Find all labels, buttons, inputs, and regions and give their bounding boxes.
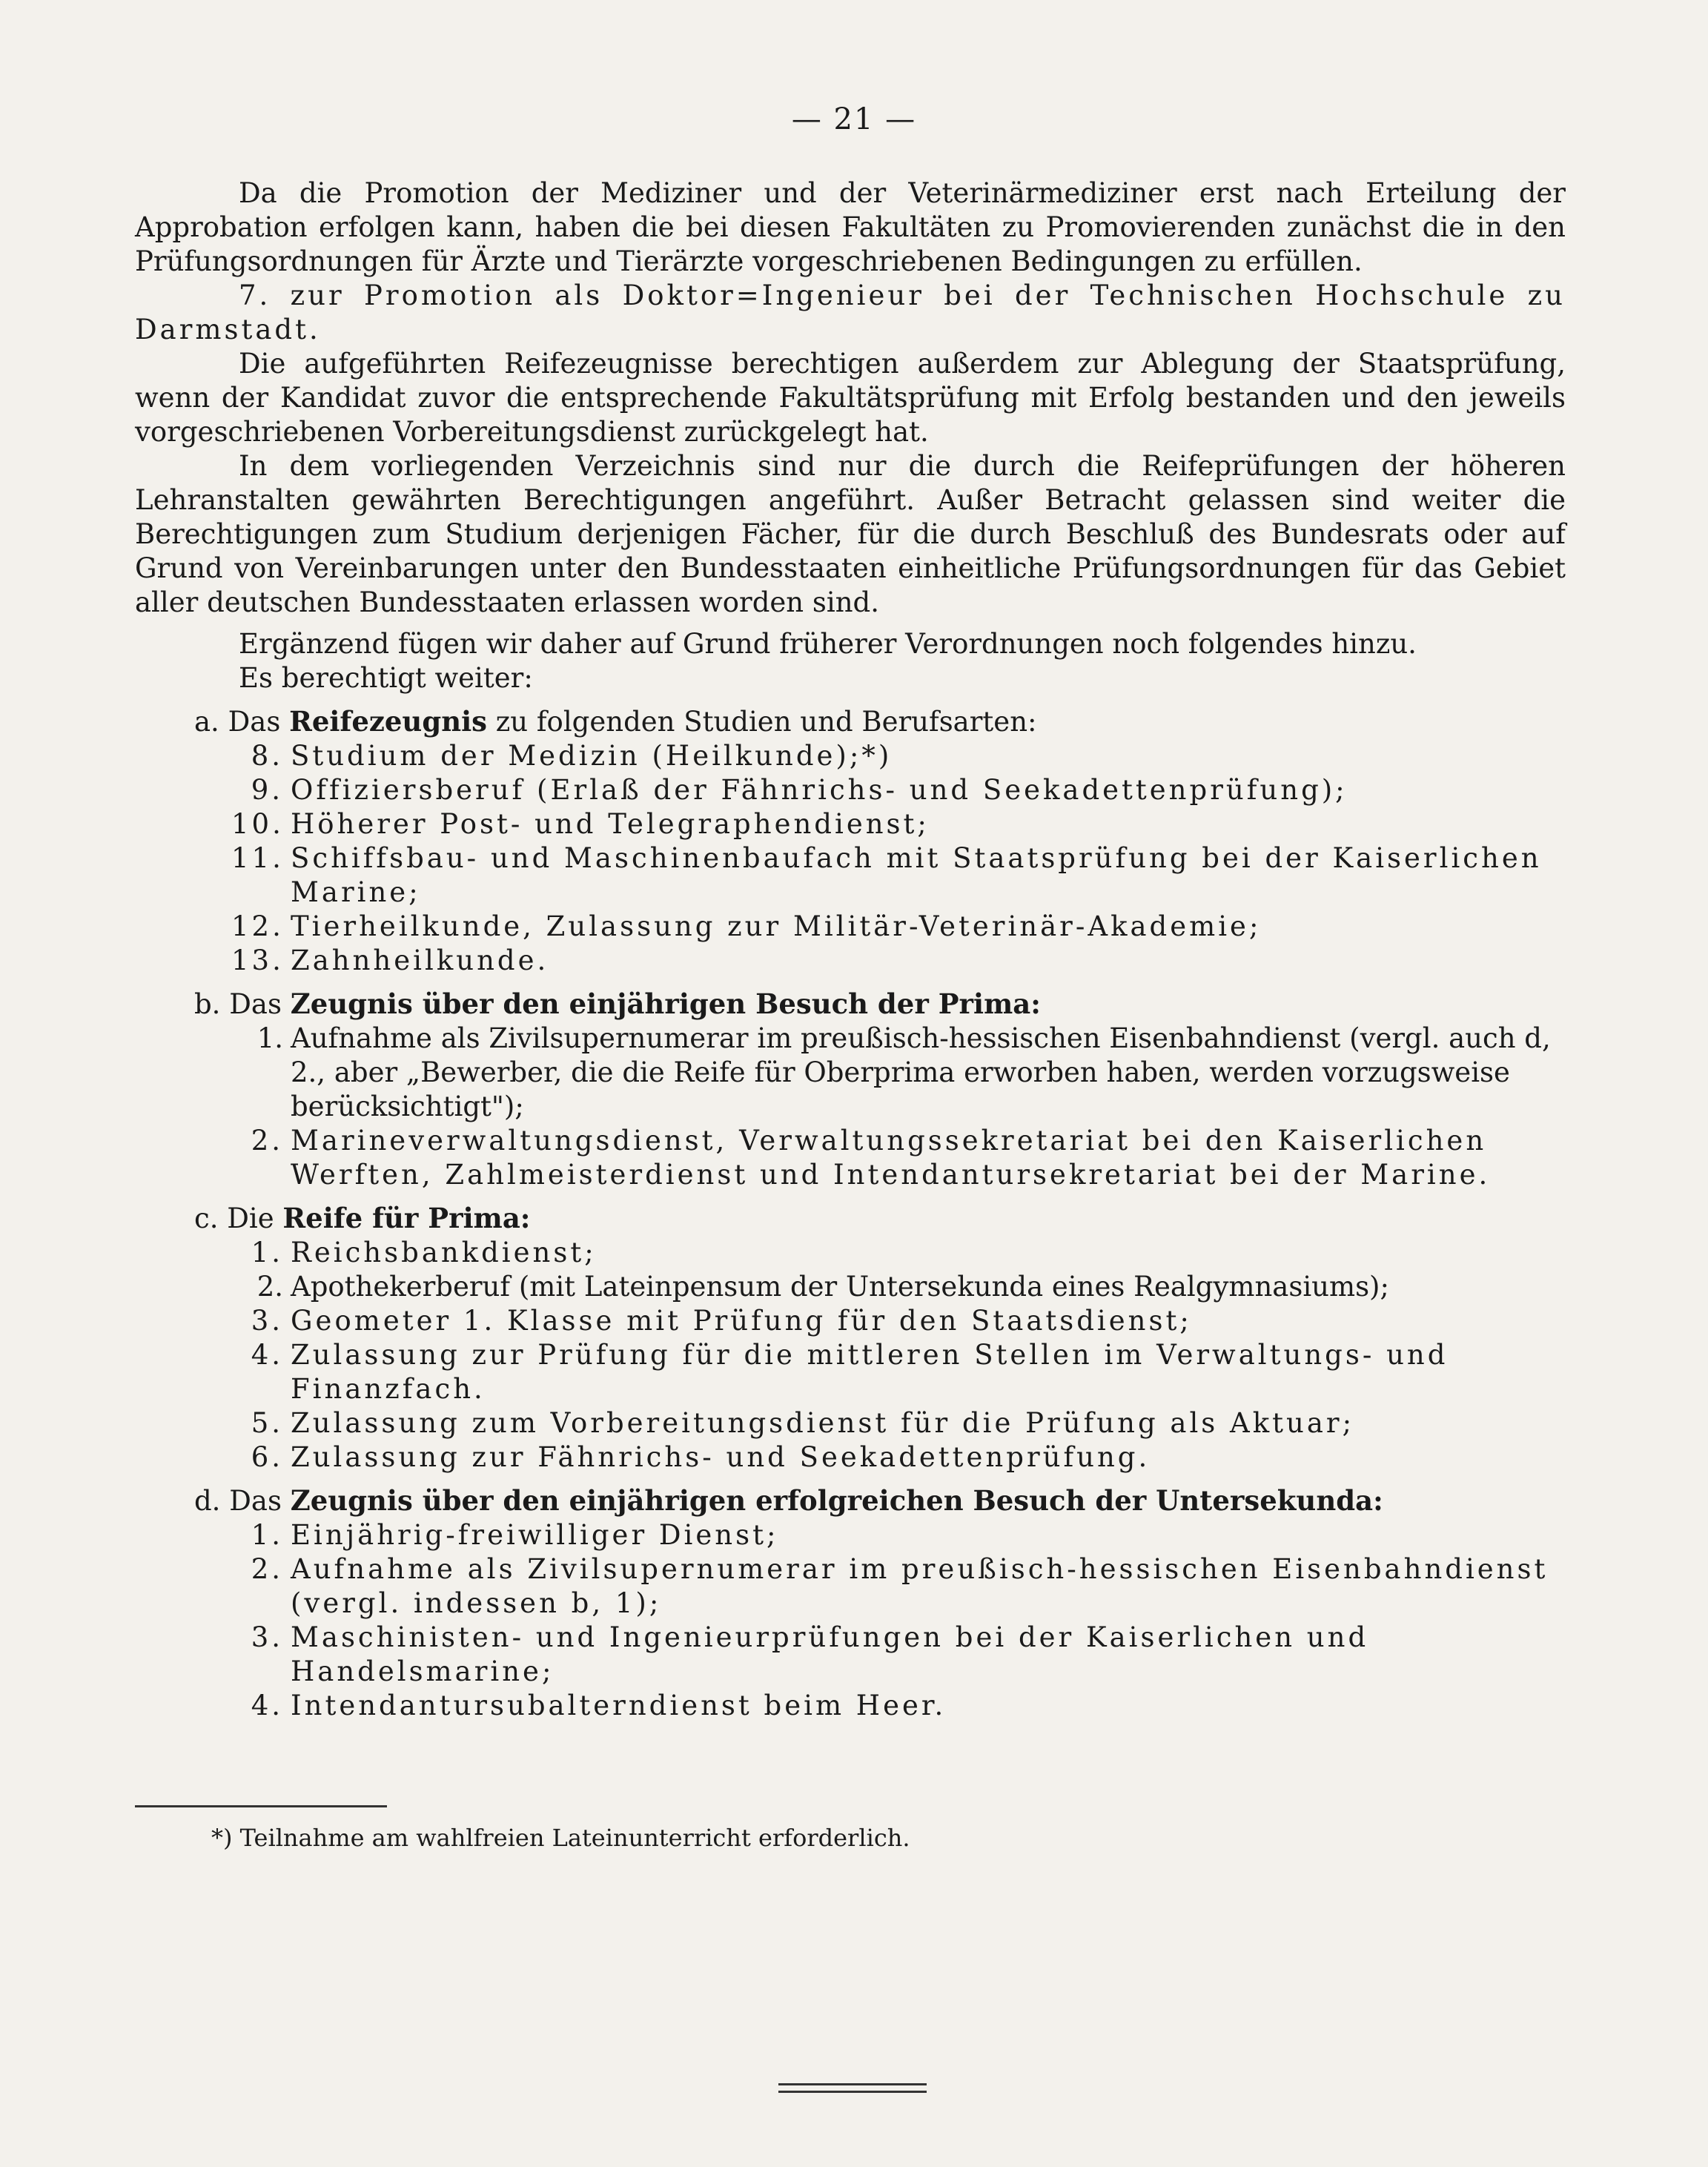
section-c-heading: c. Die Reife für Prima:: [194, 1202, 531, 1234]
section-a-heading: a. Das Reifezeugnis zu folgenden Studien und Berufsarten:: [194, 705, 1037, 738]
list-item: 1. Reichsbankdienst;: [251, 1237, 597, 1268]
list-item: 2. Apothekerberuf (mit Lateinpensum der Untersekunda eines Realgymnasiums);: [256, 1271, 1389, 1303]
list-item: 1. Einjährig-freiwilliger Dienst;: [251, 1519, 779, 1551]
list-item: 13. Zahnheilkunde.: [231, 944, 549, 976]
paragraph-promotion: Da die Promotion der Mediziner und der Veterinärmediziner erst nach Erteilung der Approbation erfolgen kann, haben die bei diesen Fakultäten zu Promovierenden zunächst die in den Prüfungsordnungen für Ärzte und Tierärzte vorgeschriebenen Bedingungen zu erfüllen.: [135, 177, 1566, 277]
list-item: 12. Tierheilkunde, Zulassung zur Militär-Veterinär-Akademie;: [231, 910, 1262, 942]
section-d-heading: d. Das Zeugnis über den einjährigen erfolgreichen Besuch der Untersekunda:: [194, 1484, 1383, 1517]
end-rule-top: [778, 2083, 927, 2085]
list-item: 3. Maschinisten- und Ingenieurprüfungen bei der Kaiserlichen und Handelsmarine;: [251, 1621, 1369, 1687]
paragraph-staatspruefung: Die aufgeführten Reifezeugnisse berechtigen außerdem zur Ablegung der Staatsprüfung, wenn der Kandidat zuvor die entsprechende Fakultätsprüfung mit Erfolg bestanden und den jeweils vorgeschriebenen Vorbereitungsdienst zurückgelegt hat.: [135, 348, 1566, 448]
section-b-heading: b. Das Zeugnis über den einjährigen Besuch der Prima:: [194, 987, 1041, 1020]
list-item: 4. Intendantursubalterndienst beim Heer.: [251, 1690, 947, 1721]
list-item: 4. Zulassung zur Prüfung für die mittleren Stellen im Verwaltungs- und Finanzfach.: [251, 1339, 1449, 1405]
list-item: 5. Zulassung zum Vorbereitungsdienst für die Prüfung als Aktuar;: [251, 1407, 1355, 1439]
list-item: 10. Höherer Post- und Telegraphendienst;: [231, 808, 930, 840]
section-b-list: [135, 1022, 1566, 1192]
list-item: 2. Marineverwaltungsdienst, Verwaltungssekretariat bei den Kaiserlichen Werften, Zahlmeisterdienst und Intendantursekretariat bei der Marine.: [251, 1125, 1491, 1191]
list-item: 3. Geometer 1. Klasse mit Prüfung für den Staatsdienst;: [251, 1305, 1192, 1337]
list-item: 2. Aufnahme als Zivilsupernumerar im preußisch-hessischen Eisenbahndienst (vergl. indessen b, 1);: [251, 1553, 1549, 1619]
section-a-list: [135, 739, 1566, 978]
list-item: 9. Offiziersberuf (Erlaß der Fähnrichs- und Seekadettenprüfung);: [251, 774, 1348, 806]
page-number: — 21 —: [791, 102, 917, 136]
body-text: [135, 176, 1566, 1723]
list-item: 8. Studium der Medizin (Heilkunde);*): [251, 740, 893, 772]
footnote-divider: [135, 1805, 387, 1807]
list-item: 11. Schiffsbau- und Maschinenbaufach mit Staatsprüfung bei der Kaiserlichen Marine;: [231, 842, 1542, 908]
list-item: 6. Zulassung zur Fähnrichs- und Seekadettenprüfung.: [251, 1441, 1151, 1473]
paragraph-es-berechtigt: Es berechtigt weiter:: [239, 662, 533, 694]
list-item: 1. Aufnahme als Zivilsupernumerar im preußisch-hessischen Eisenbahndienst (vergl. auch d, 2., aber „Bewerber, die die Reife für Oberprima erworben haben, werden vorzugsweise berücksichtigt");: [256, 1022, 1551, 1122]
paragraph-verzeichnis: In dem vorliegenden Verzeichnis sind nur die durch die Reifeprüfungen der höheren Lehranstalten gewährten Berechtigungen angeführt. Außer Betracht gelassen sind weiter die Berechtigungen zum Studium derjenigen Fächer, für die durch Beschluß des Bundesrats oder auf Grund von Vereinbarungen unter den Bundesstaaten einheitliche Prüfungsordnungen für das Gebiet aller deutschen Bundesstaaten erlassen worden sind.: [135, 450, 1566, 618]
footnote: *) Teilnahme am wahlfreien Lateinunterricht erforderlich.: [211, 1824, 910, 1852]
end-rule-bottom: [778, 2091, 927, 2093]
section-c-list: [135, 1236, 1566, 1475]
paragraph-item-7: 7. zur Promotion als Doktor=Ingenieur bei der Technischen Hochschule zu Darmstadt.: [135, 279, 1566, 345]
paragraph-ergaenzend: Ergänzend fügen wir daher auf Grund früherer Verordnungen noch folgendes hinzu.: [239, 628, 1417, 660]
section-d-list: [135, 1518, 1566, 1723]
